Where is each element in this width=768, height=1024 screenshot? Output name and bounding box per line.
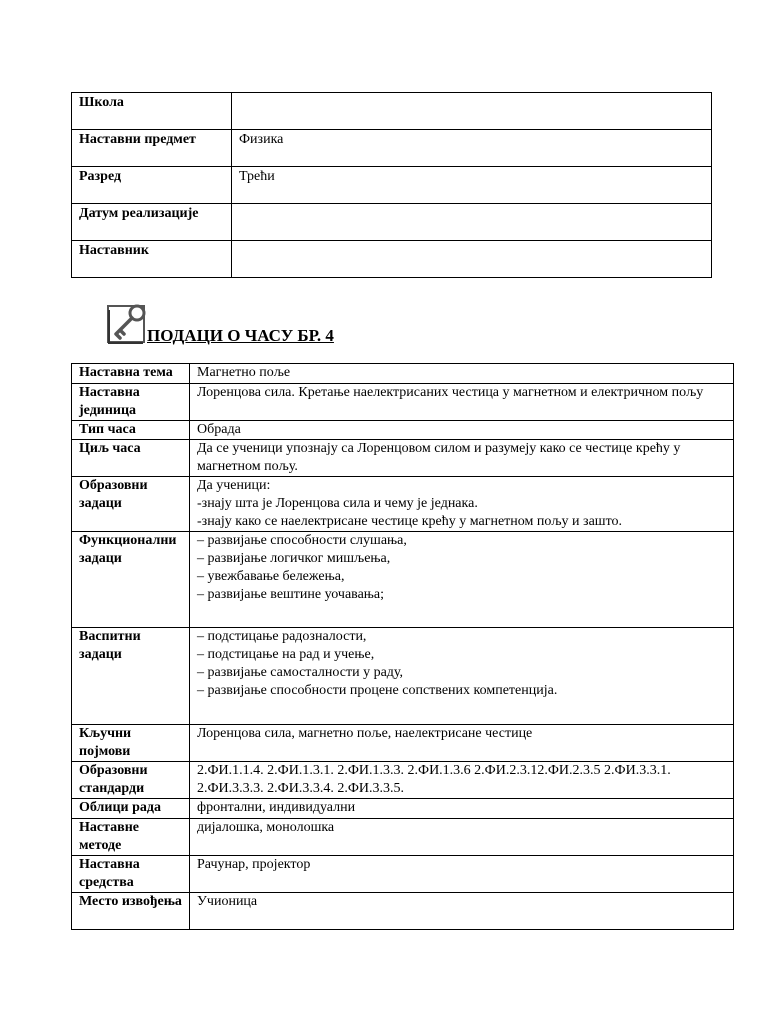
lesson-value-line: – развијање самосталности у раду, bbox=[197, 665, 404, 680]
lesson-label: Тип часа bbox=[72, 421, 190, 440]
lesson-value-line: -знају како се наелектрисане честице крећу у магнетном пољу и зашто. bbox=[197, 514, 623, 529]
info-value: Физика bbox=[232, 130, 712, 167]
lesson-label: Место извођења bbox=[72, 893, 190, 930]
lesson-row bbox=[72, 421, 734, 440]
lesson-value bbox=[190, 364, 734, 384]
info-value bbox=[232, 204, 712, 241]
lesson-row bbox=[72, 856, 734, 893]
info-row-teacher bbox=[72, 241, 712, 278]
lesson-value-line: фронтални, индивидуални bbox=[197, 800, 356, 815]
info-row-grade bbox=[72, 167, 712, 204]
info-value bbox=[232, 241, 712, 278]
info-label: Школа bbox=[72, 93, 232, 130]
lesson-value bbox=[190, 384, 734, 421]
lesson-value-line: Учионица bbox=[197, 894, 258, 909]
lesson-value bbox=[190, 819, 734, 856]
info-value: Трећи bbox=[232, 167, 712, 204]
lesson-row bbox=[72, 477, 734, 532]
lesson-value-line: Магнетно поље bbox=[197, 365, 291, 380]
lesson-label: Наставна јединица bbox=[72, 384, 190, 421]
info-label: Датум реализације bbox=[72, 204, 232, 241]
lesson-label: Наставне методе bbox=[72, 819, 190, 856]
lesson-value-line: Лоренцова сила. Кретање наелектрисаних честица у магнетном и електричном пољу bbox=[197, 385, 704, 400]
lesson-label: Циљ часа bbox=[72, 440, 190, 477]
lesson-label: Образовни стандарди bbox=[72, 762, 190, 799]
lesson-value-line: – развијање способности процене сопствених компетенција. bbox=[197, 683, 558, 698]
lesson-row bbox=[72, 725, 734, 762]
lesson-label: Наставна тема bbox=[72, 364, 190, 384]
lesson-row bbox=[72, 384, 734, 421]
lesson-value-line: – развијање способности слушања, bbox=[197, 533, 407, 548]
lesson-heading: ПОДАЦИ О ЧАСУ БР. 4 bbox=[147, 326, 334, 345]
lesson-label: Образовни задаци bbox=[72, 477, 190, 532]
lesson-value bbox=[190, 440, 734, 477]
lesson-value-line: Да се ученици упознају са Лоренцовом силом и разумеју како се честице крећу у магнетном пољу. bbox=[197, 441, 681, 474]
lesson-label: Облици рада bbox=[72, 799, 190, 819]
lesson-value-line: – увежбавање бележења, bbox=[197, 569, 345, 584]
info-row-subject bbox=[72, 130, 712, 167]
lesson-value bbox=[190, 762, 734, 799]
lesson-value-line: дијалошка, монолошка bbox=[197, 820, 335, 835]
lesson-value-line: – подстицање на рад и учење, bbox=[197, 647, 375, 662]
lesson-value-line: – развијање вештине уочавања; bbox=[197, 587, 385, 602]
info-label: Наставни предмет bbox=[72, 130, 232, 167]
lesson-value-line: 2.ФИ.1.1.4. 2.ФИ.1.3.1. 2.ФИ.1.3.3. 2.ФИ.1.3.6 2.ФИ.2.3.12.ФИ.2.3.5 2.ФИ.3.3.1. 2.ФИ.3.3.3. 2.ФИ.3.3.4. 2.ФИ.3.3.5. bbox=[197, 763, 671, 796]
lesson-value-line: Лоренцова сила, магнетно поље, наелектрисане честице bbox=[197, 726, 533, 741]
lesson-value bbox=[190, 477, 734, 532]
school-info-table bbox=[71, 92, 712, 278]
lesson-value-line: Обрада bbox=[197, 422, 241, 437]
lesson-row bbox=[72, 532, 734, 628]
lesson-value bbox=[190, 856, 734, 893]
lesson-row bbox=[72, 762, 734, 799]
lesson-value-line: Рачунар, пројектор bbox=[197, 857, 311, 872]
lesson-label: Кључни појмови bbox=[72, 725, 190, 762]
lesson-value bbox=[190, 893, 734, 930]
lesson-label: Наставна средства bbox=[72, 856, 190, 893]
lesson-data-table bbox=[71, 363, 734, 930]
lesson-row bbox=[72, 628, 734, 725]
lesson-label: Васпитни задаци bbox=[72, 628, 190, 725]
lesson-value-line: – развијање логичког мишљења, bbox=[197, 551, 391, 566]
lesson-value-line: Да ученици: bbox=[197, 478, 271, 493]
lesson-value bbox=[190, 725, 734, 762]
info-row-date bbox=[72, 204, 712, 241]
lesson-row bbox=[72, 819, 734, 856]
lesson-row bbox=[72, 893, 734, 930]
info-value bbox=[232, 93, 712, 130]
lesson-value bbox=[190, 421, 734, 440]
info-label: Разред bbox=[72, 167, 232, 204]
lesson-value-line: -знају шта је Лоренцова сила и чему је једнака. bbox=[197, 496, 478, 511]
lesson-value bbox=[190, 628, 734, 725]
lesson-value-line: – подстицање радозналости, bbox=[197, 629, 367, 644]
info-label: Наставник bbox=[72, 241, 232, 278]
lesson-row bbox=[72, 799, 734, 819]
info-row-school bbox=[72, 93, 712, 130]
key-icon bbox=[106, 302, 148, 344]
lesson-label: Функционални задаци bbox=[72, 532, 190, 628]
lesson-value bbox=[190, 532, 734, 628]
lesson-row bbox=[72, 364, 734, 384]
lesson-row bbox=[72, 440, 734, 477]
lesson-value bbox=[190, 799, 734, 819]
